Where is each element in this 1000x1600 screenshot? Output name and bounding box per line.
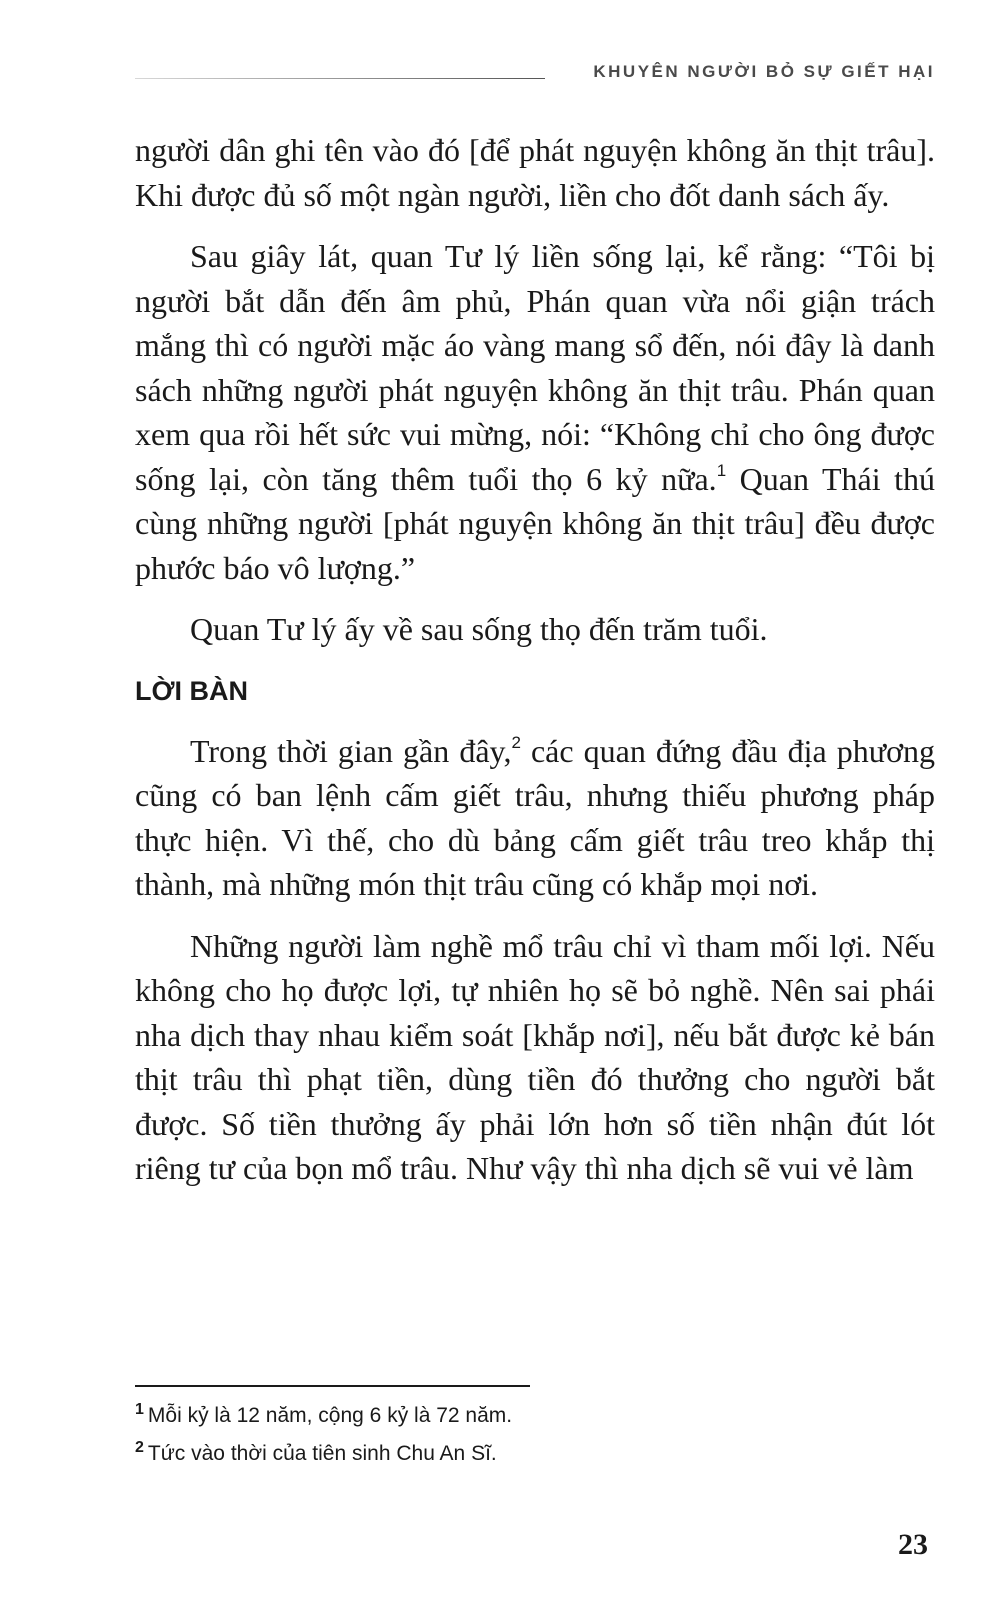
paragraph-5: Những người làm nghề mổ trâu chỉ vì tham mối lợi. Nếu không cho họ được lợi, tự nhiên họ sẽ bỏ nghề. Nên sai phái nha dịch thay nhau kiểm soát [khắp nơi], nếu bắt được kẻ bán thịt trâu thì phạt tiền, dùng tiền đó thưởng cho người bắt được. Số tiền thưởng ấy phải lớn hơn số tiền nhận đút lót riêng tư của bọn mổ trâu. Như vậy thì nha dịch sẽ vui vẻ làm	[135, 927, 935, 1186]
page-number: 23	[898, 1528, 928, 1561]
footnote-ref-1: 1	[716, 460, 727, 480]
footnote-ref-2: 2	[511, 732, 521, 752]
footnote-rule	[135, 1385, 530, 1387]
footnotes	[135, 1398, 935, 1474]
running-title: KHUYÊN NGƯỜI BỎ SỰ GIẾT HẠI	[593, 62, 935, 81]
section-heading: LỜI BÀN	[135, 675, 249, 706]
main-text	[135, 128, 935, 1208]
footnote-mark: 1	[135, 1401, 144, 1418]
paragraph-2	[135, 234, 935, 590]
running-header	[135, 58, 935, 88]
header-rule	[135, 78, 545, 79]
paragraph-4-text-b: các quan đứng đầu địa phương cũng có ban lệnh cấm giết trâu, nhưng thiếu phương pháp thực hiện. Vì thế, cho dù bảng cấm giết trâu treo khắp thị thành, mà những món thịt trâu cũng có khắp mọi nơi.	[135, 732, 936, 902]
paragraph-2-text-a: Sau giây lát, quan Tư lý liền sống lại, kể rằng: “Tôi bị người bắt dẫn đến âm phủ, Phán quan vừa nổi giận trách mắng thì có người mặc áo vàng mang sổ đến, nói đây là danh sách những người phát nguyện không ăn thịt trâu. Phán quan xem qua rồi hết sức vui mừng, nói: “Không chỉ cho ông được sống lại, còn tăng thêm tuổi thọ 6 kỷ nữa.	[135, 238, 935, 497]
footnote-text: Mỗi kỷ là 12 năm, cộng 6 kỷ là 72 năm.	[147, 1404, 513, 1427]
footnote-mark: 2	[135, 1439, 144, 1456]
paragraph-3: Quan Tư lý ấy về sau sống thọ đến trăm tuổi.	[190, 611, 768, 647]
paragraph-1: người dân ghi tên vào đó [để phát nguyện không ăn thịt trâu]. Khi được đủ số một ngàn người, liền cho đốt danh sách ấy.	[135, 132, 935, 213]
paragraph-2-text-b: Quan Thái thú cùng những người [phát nguyện không ăn thịt trâu] đều được phước báo vô lượng.”	[135, 460, 936, 586]
footnote-1	[135, 1398, 935, 1436]
footnote-text: Tức vào thời của tiên sinh Chu An Sĩ.	[147, 1442, 497, 1465]
paragraph-4	[135, 729, 935, 907]
footnote-2	[135, 1436, 935, 1474]
paragraph-4-text-a: Trong thời gian gần đây,	[190, 732, 512, 769]
